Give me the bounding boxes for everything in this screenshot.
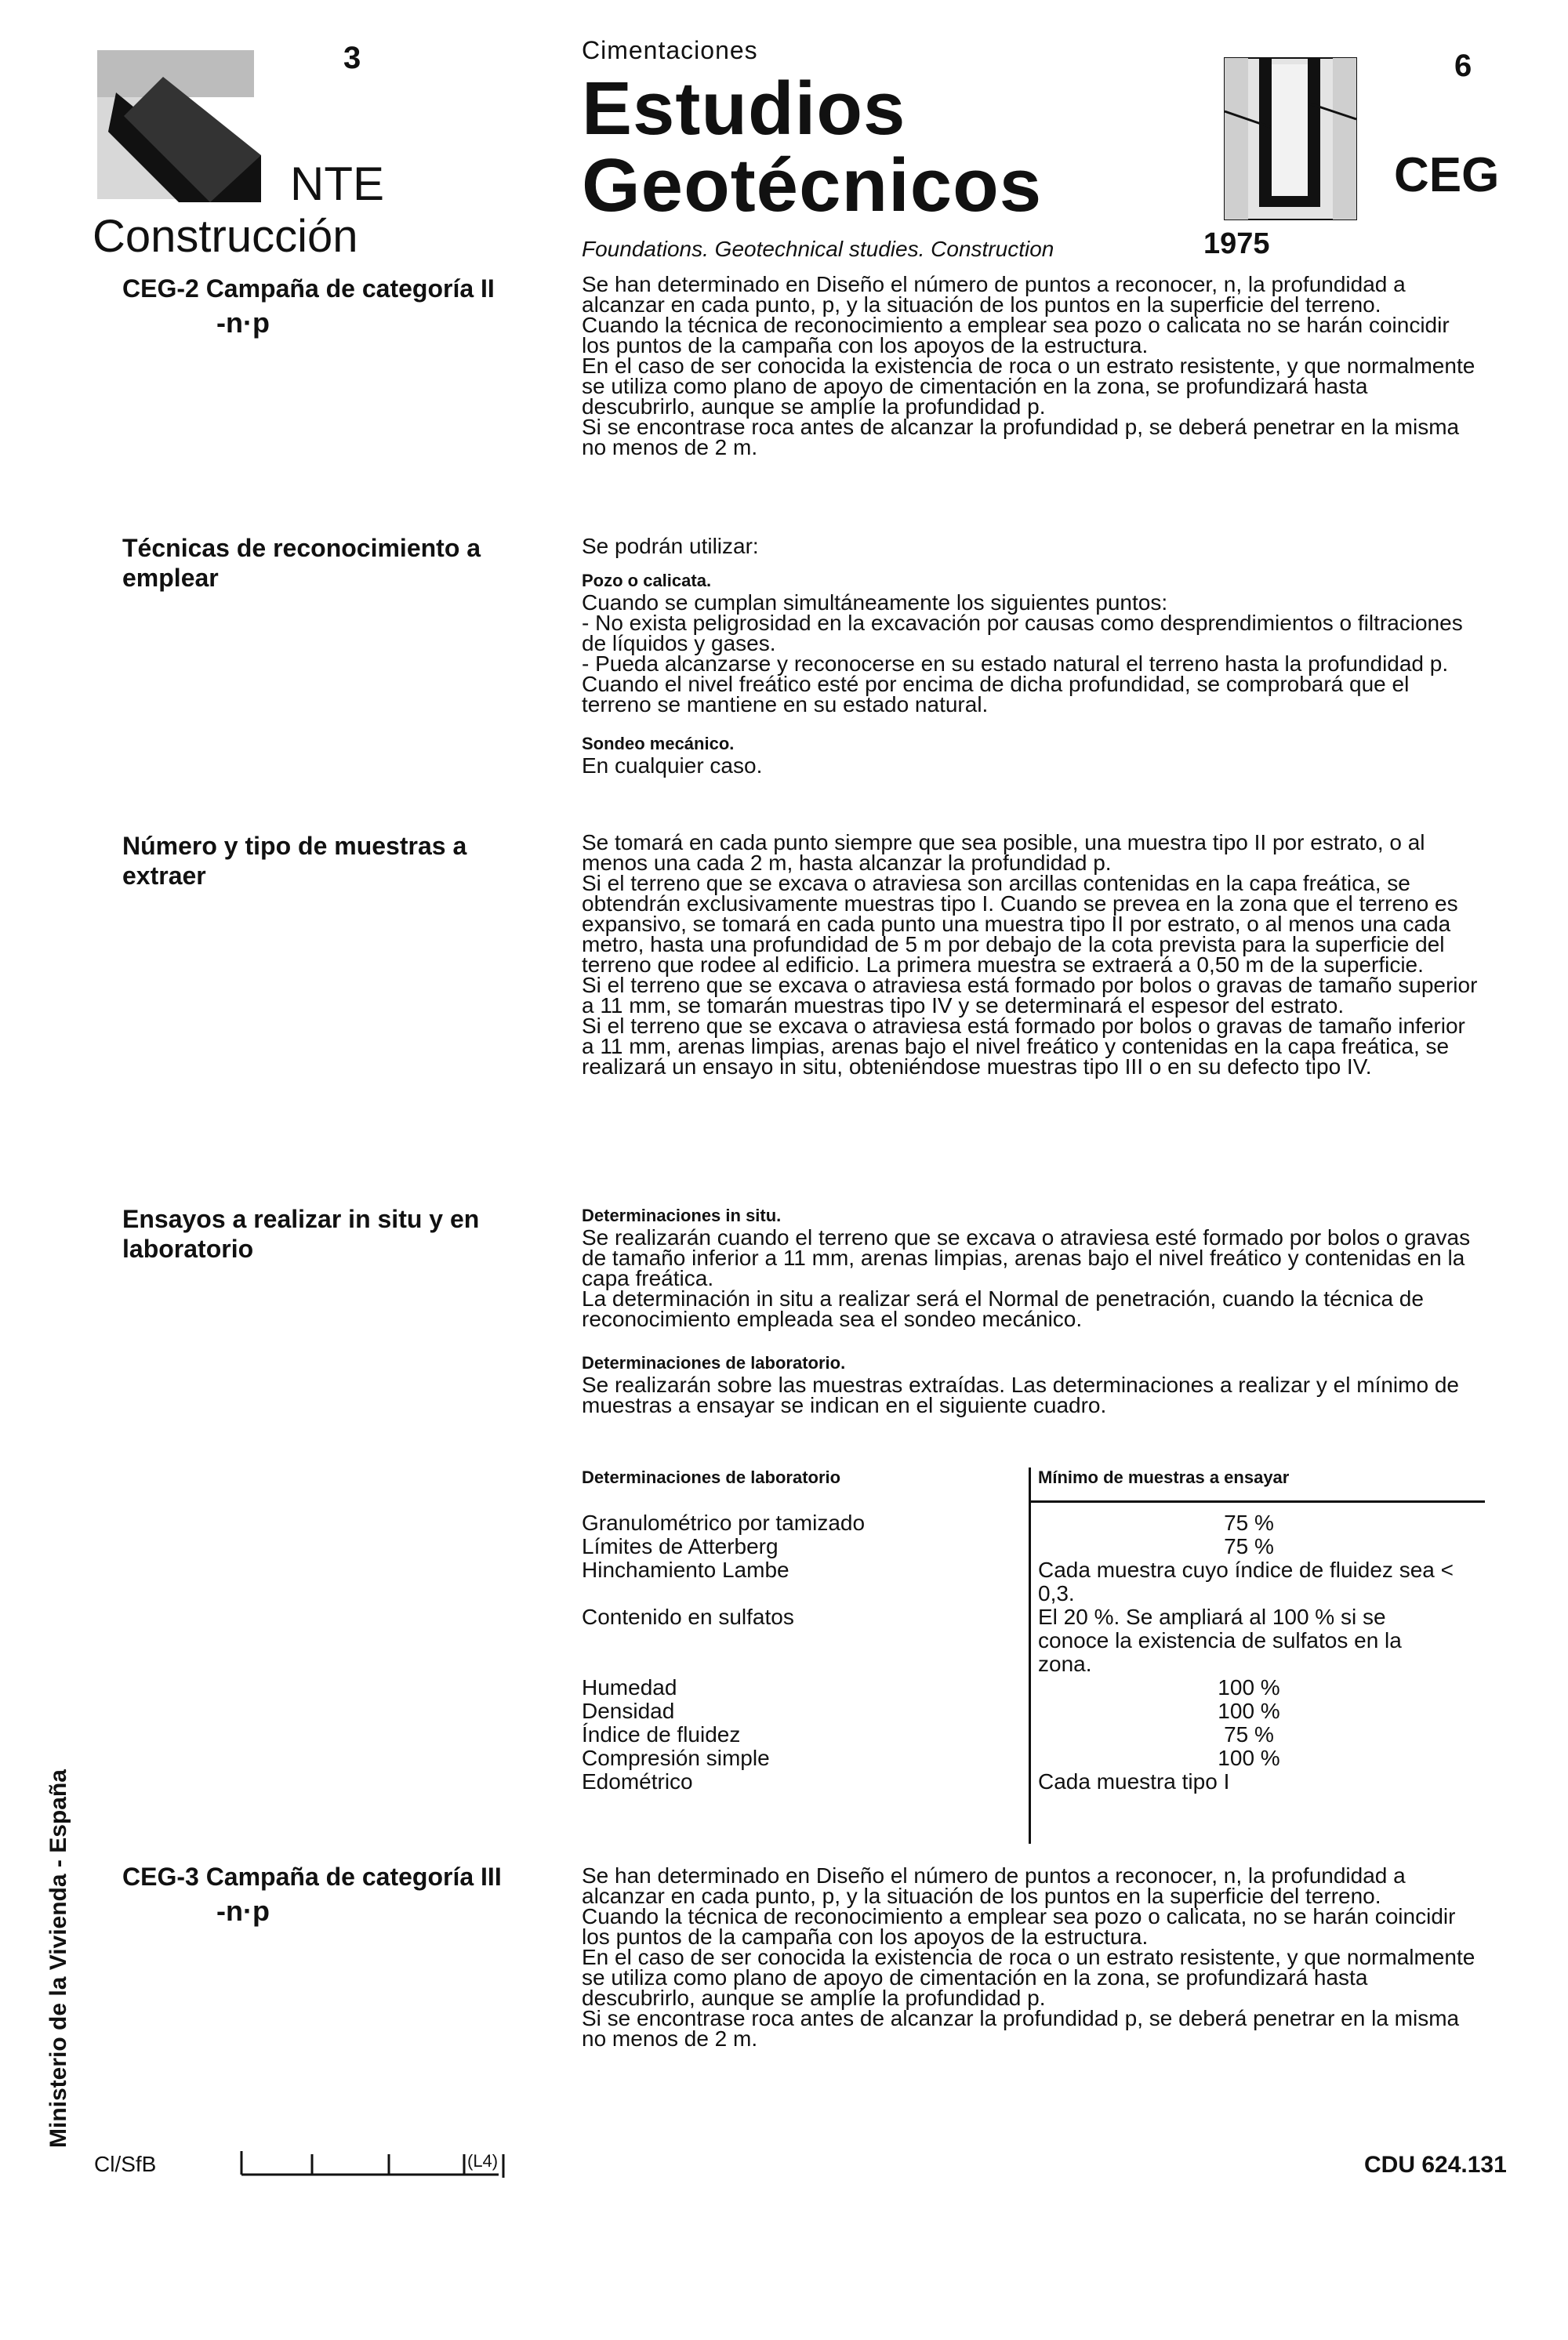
- table-cell-name: Límites de Atterberg: [582, 1534, 779, 1558]
- ceg2-np: -n·p: [216, 307, 270, 339]
- table-row: [582, 1605, 1483, 1676]
- insitu-heading: Determinaciones in situ.: [582, 1206, 782, 1225]
- pozo-line: - Pueda alcanzarse y reconocerse en su estado natural el terreno hasta la profundidad p. Cuando el nivel freático esté por encima de dicha profundidad, se comprobará que el terreno se mantiene en su estado natural.: [582, 651, 1449, 717]
- cdu-code: CDU 624.131: [1364, 2152, 1507, 2178]
- ensayos-body: [582, 1201, 1483, 1416]
- ceg2-paragraph: En el caso de ser conocida la existencia de roca o un estrato resistente, y que normalmente se utiliza como plano de apoyo de cimentación en la zona, se profundizará hasta descubrirlo, aunque se amplíe la profundidad p.: [582, 354, 1475, 419]
- ceg2-title: Campaña de categoría II: [205, 274, 495, 303]
- series-name: Cimentaciones: [582, 36, 758, 64]
- table-cell-value: El 20 %. Se ampliará al 100 % si se conoce la existencia de sulfatos en la zona.: [1038, 1605, 1402, 1676]
- table-cell-value: 100 %: [1218, 1675, 1280, 1700]
- ceg2-paragraph: Se han determinado en Diseño el número de puntos a reconocer, n, la profundidad a alcanzar en cada punto, p, y la situación de los puntos en la superficie del terreno.: [582, 272, 1406, 317]
- table-row: [582, 1535, 1483, 1558]
- ceg3-heading: [122, 1859, 502, 1928]
- nte-label: NTE: [290, 158, 384, 210]
- page-title: [582, 67, 1043, 227]
- section-name: Construcción: [93, 211, 358, 262]
- ceg2-code: CEG-2: [122, 274, 199, 303]
- lab-text: Se realizarán sobre las muestras extraídas. Las determinaciones a realizar y el mínimo de muestras a ensayar se indican en el siguiente cuadro.: [582, 1373, 1459, 1417]
- ceg3-paragraph: Cuando la técnica de reconocimiento a emplear sea pozo o calicata, no se harán coincidir los puntos de la campaña con los apoyos de la estructura.: [582, 1904, 1456, 1949]
- nte-logo: [93, 45, 261, 202]
- table-cell-value: 75 %: [1224, 1511, 1274, 1535]
- series-code: CEG: [1394, 148, 1500, 202]
- muestras-heading: Número y tipo de muestras a extraer: [122, 832, 467, 890]
- lab-heading: Determinaciones de laboratorio.: [582, 1353, 846, 1373]
- table-cell-value: 100 %: [1218, 1746, 1280, 1770]
- table-row: [582, 1511, 1483, 1535]
- ceg2-paragraph: Cuando la técnica de reconocimiento a emplear sea pozo o calicata no se harán coincidir los puntos de la campaña con los apoyos de la estructura.: [582, 313, 1450, 357]
- foundation-emblem: [1223, 56, 1358, 221]
- table-cell-value: 75 %: [1224, 1534, 1274, 1558]
- table-row: [582, 1770, 1483, 1794]
- muestras-paragraph: Se tomará en cada punto siempre que sea posible, una muestra tipo II por estrato, o al menos una cada 2 m, hasta alcanzar la profundidad p.: [582, 830, 1425, 875]
- title-line-1: Estudios: [582, 67, 906, 151]
- pozo-line: Cuando se cumplan simultáneamente los siguientes puntos:: [582, 590, 1168, 615]
- table-row: [582, 1558, 1483, 1605]
- page-number-right: 6: [1454, 49, 1472, 83]
- table-row: [582, 1676, 1483, 1700]
- table-cell-name: Hinchamiento Lambe: [582, 1558, 789, 1582]
- muestras-paragraph: Si el terreno que se excava o atraviesa está formado por bolos o gravas de tamaño superior a 11 mm, se tomarán muestras tipo IV y se determinará el espesor del estrato.: [582, 973, 1478, 1018]
- table-cell-value: Cada muestra cuyo índice de fluidez sea < 0,3.: [1038, 1558, 1454, 1605]
- table-cell-name: Compresión simple: [582, 1746, 770, 1770]
- table-cell-name: Índice de fluidez: [582, 1722, 741, 1747]
- clsfb-label: Cl/SfB: [94, 2152, 157, 2176]
- table-cell-value: 75 %: [1224, 1722, 1274, 1747]
- table-cell-value: Cada muestra tipo I: [1038, 1769, 1230, 1794]
- table-header-row: [582, 1466, 1483, 1489]
- ruler-code: (L4): [467, 2151, 499, 2171]
- lab-table: [582, 1466, 1483, 1794]
- ceg3-paragraph: Si se encontrase roca antes de alcanzar la profundidad p, se deberá penetrar en la misma no menos de 2 m.: [582, 2006, 1460, 2051]
- table-header-col1: Determinaciones de laboratorio: [582, 1467, 841, 1487]
- tecnicas-body: [582, 536, 1483, 776]
- ceg3-paragraph: En el caso de ser conocida la existencia de roca o un estrato resistente, y que normalmente se utiliza como plano de apoyo de cimentación en la zona, se profundizará hasta descubrirlo, aunque se amplíe la profundidad p.: [582, 1945, 1475, 2010]
- table-cell-name: Densidad: [582, 1699, 675, 1723]
- table-header-col2: Mínimo de muestras a ensayar: [1038, 1467, 1290, 1487]
- ceg2-paragraph: Si se encontrase roca antes de alcanzar la profundidad p, se deberá penetrar en la misma no menos de 2 m.: [582, 415, 1460, 459]
- publication-year: 1975: [1203, 227, 1270, 260]
- table-row: [582, 1747, 1483, 1770]
- table-cell-name: Humedad: [582, 1675, 677, 1700]
- pozo-line: - No exista peligrosidad en la excavación por causas como desprendimientos o filtraciones de líquidos y gases.: [582, 611, 1463, 655]
- ceg3-np: -n·p: [216, 1895, 270, 1927]
- table-cell-name: Contenido en sulfatos: [582, 1605, 794, 1629]
- insitu-line: La determinación in situ a realizar será el Normal de penetración, cuando la técnica de reconocimiento empleada sea el sondeo mecánico.: [582, 1286, 1424, 1331]
- muestras-paragraph: Si el terreno que se excava o atraviesa está formado por bolos o gravas de tamaño inferior a 11 mm, arenas limpias, arenas bajo el nivel freático y contenidas en la capa freática, se realizará un ensayo in situ, obteniéndose muestras tipo III o en su defecto tipo IV.: [582, 1014, 1465, 1079]
- ensayos-heading: Ensayos a realizar in situ y en laboratorio: [122, 1205, 480, 1263]
- insitu-line: Se realizarán cuando el terreno que se excava o atraviesa esté formado por bolos o gravas de tamaño inferior a 11 mm, arenas limpias, arenas bajo el nivel freático y contenidas en la capa freática.: [582, 1225, 1471, 1290]
- table-row: [582, 1700, 1483, 1723]
- table-cell-name: Granulométrico por tamizado: [582, 1511, 866, 1535]
- tecnicas-heading: Técnicas de reconocimiento a emplear: [122, 534, 481, 592]
- ceg3-title: Campaña de categoría III: [205, 1863, 502, 1891]
- ceg3-body: [582, 1863, 1483, 2051]
- title-line-2: Geotécnicos: [582, 143, 1043, 227]
- ministry-sidebar: Ministerio de la Vivienda - España: [45, 1769, 71, 2148]
- muestras-body: [582, 830, 1483, 1079]
- ceg2-heading: [122, 271, 495, 340]
- ceg2-body: [582, 274, 1483, 458]
- ceg3-code: CEG-3: [122, 1863, 199, 1891]
- table-cell-value: 100 %: [1218, 1699, 1280, 1723]
- ceg3-paragraph: Se han determinado en Diseño el número de puntos a reconocer, n, la profundidad a alcanzar en cada punto, p, y la situación de los puntos en la superficie del terreno.: [582, 1863, 1406, 1908]
- english-subtitle: Foundations. Geotechnical studies. Construction: [582, 237, 1054, 261]
- table-row: [582, 1723, 1483, 1747]
- tecnicas-intro: Se podrán utilizar:: [582, 534, 759, 558]
- page-number-left: 3: [343, 41, 361, 75]
- clsfb-ruler: [240, 2146, 506, 2178]
- muestras-paragraph: Si el terreno que se excava o atraviesa son arcillas contenidas en la capa freática, se obtendrán exclusivamente muestras tipo I. Cuando se prevea en la zona que el terreno es expansivo, se tomará en cada punto una muestra tipo II por estrato, o al menos una cada metro, hasta una profundidad de 5 m por debajo de la cota prevista para la superficie del terreno que rodee al edificio. La primera muestra se extraerá a 0,50 m de la superficie.: [582, 871, 1458, 977]
- pozo-heading: Pozo o calicata.: [582, 571, 712, 590]
- table-cell-name: Edométrico: [582, 1769, 693, 1794]
- sondeo-heading: Sondeo mecánico.: [582, 734, 735, 753]
- sondeo-text: En cualquier caso.: [582, 753, 763, 778]
